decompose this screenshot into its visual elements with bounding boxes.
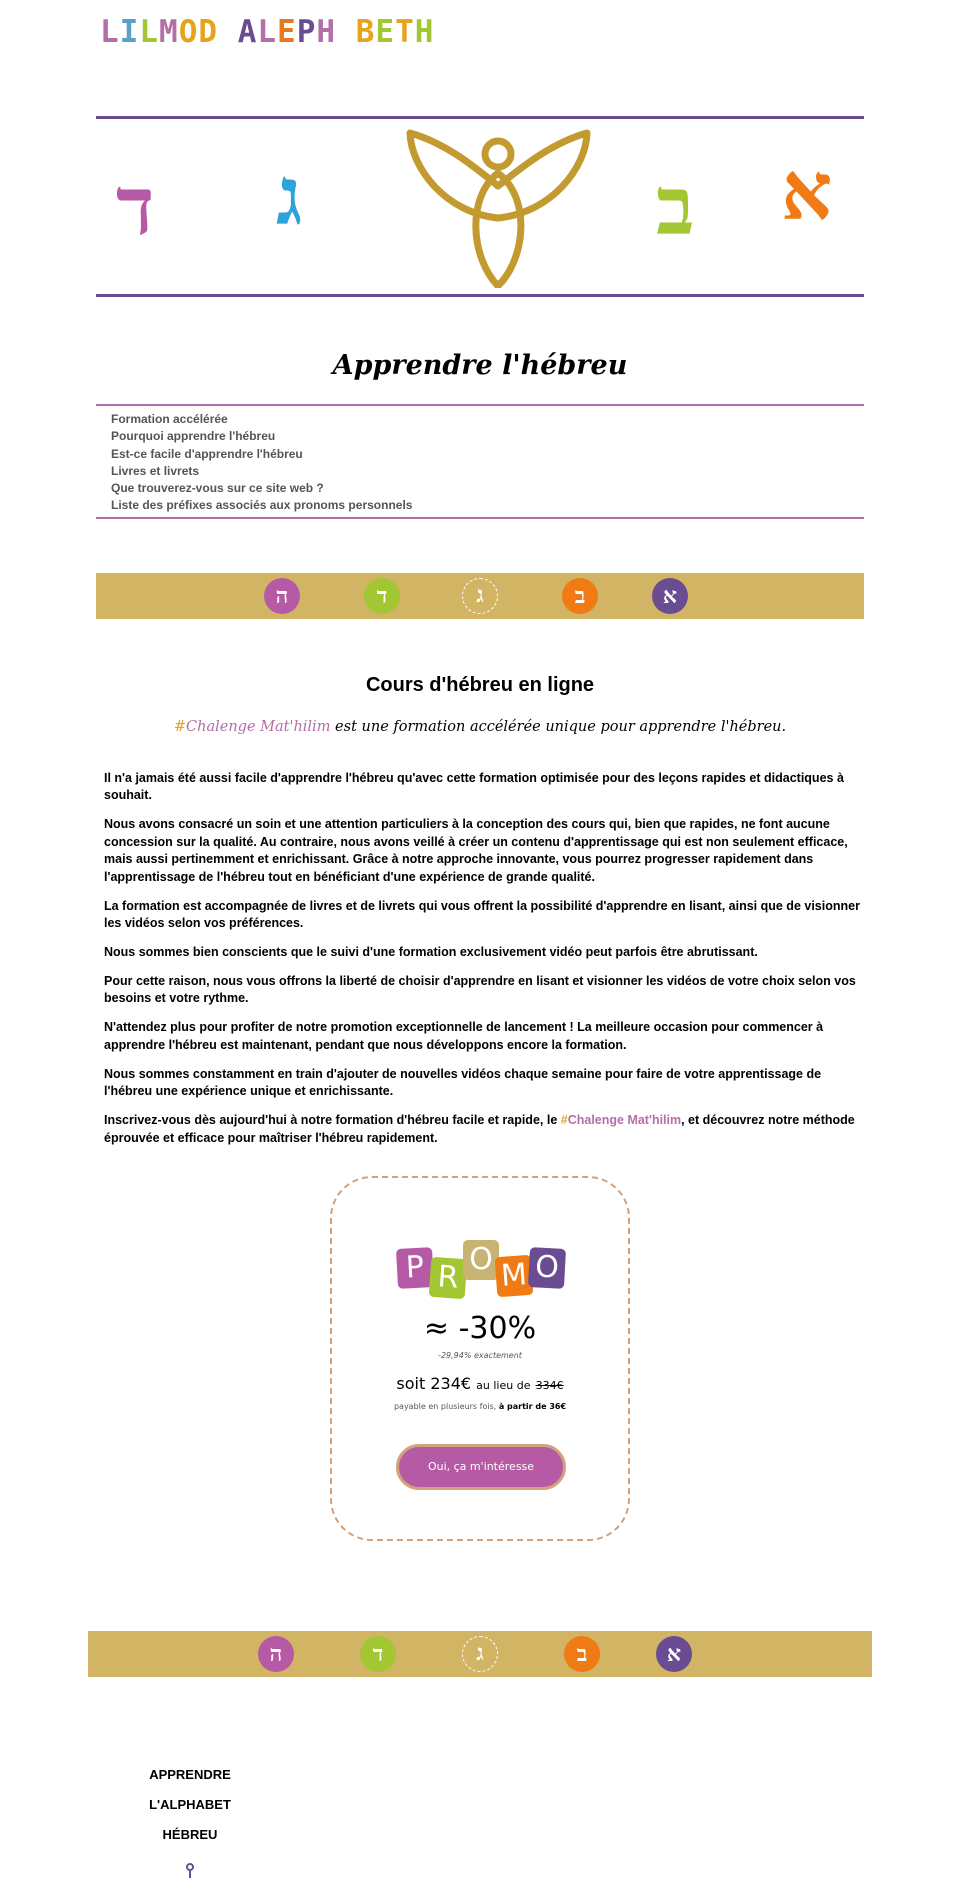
toc-item-est-ce-facile[interactable]: Est-ce facile d'apprendre l'hébreu — [111, 446, 303, 461]
paragraph: Nous sommes bien conscients que le suivi d'une formation exclusivement vidéo peut parfois être abrutissant. — [104, 945, 758, 960]
badge-he: ה — [258, 1636, 294, 1672]
footer-title-line[interactable]: L'ALPHABET — [149, 1797, 231, 1812]
page-title: Apprendre l'hébreu — [332, 350, 628, 381]
promo-tile-o: O — [463, 1240, 499, 1280]
hero-bottom-line — [96, 294, 864, 297]
logo-letter: O — [178, 14, 199, 50]
logo-letter: L — [257, 14, 278, 50]
tagline-challenge-name: Chalenge Mat'hilim — [186, 719, 331, 735]
logo-letter: P — [296, 14, 317, 50]
tagline-text: est une formation accélérée unique pour apprendre l'hébreu. — [330, 719, 787, 735]
logo-letter: E — [375, 14, 396, 50]
logo-letter: B — [355, 14, 376, 50]
promo-payment-terms — [332, 1402, 628, 1411]
course-description — [104, 770, 860, 1159]
logo-letter: M — [159, 14, 179, 50]
promo-payment-amount: à partir de 36€ — [498, 1402, 567, 1411]
paragraph: N'attendez plus pour profiter de notre promotion exceptionnelle de lancement ! La meilleure occasion pour commencer à apprendre l'hébreu est maintenant, pendant que nous développons encore la formation. — [104, 1020, 824, 1052]
letter-badge-band-bottom — [88, 1631, 872, 1677]
footer-title-line[interactable]: APPRENDRE — [149, 1767, 231, 1782]
promo-payment-text: payable en plusieurs fois, — [393, 1402, 499, 1411]
signup-hash: # — [560, 1113, 568, 1128]
logo-letter: H — [316, 14, 337, 50]
badge-aleph: א — [652, 578, 688, 614]
logo-letter: E — [277, 14, 297, 50]
course-section-title: Cours d'hébreu en ligne — [365, 674, 595, 696]
promo-card — [330, 1176, 630, 1541]
badge-beth: ב — [564, 1636, 600, 1672]
angel-small-icon — [182, 1862, 198, 1878]
site-logo[interactable] — [100, 14, 434, 50]
paragraph: Nous avons consacré un soin et une attention particuliers à la conception des cours qui, bien que rapides, ne font aucune concession sur la qualité. Au contraire, nous avons veillé à créer un contenu d'apprentissage qui est non seulement efficace, mais aussi pertinemment et enrichissant. Grâce à notre approche innovante, vous pourrez progresser rapidement dans l'apprentissage de l'hébreu tout en bénéficiant d'une expérience de grande qualité. — [104, 817, 848, 884]
hero-letter-guimel: ג — [276, 149, 303, 243]
hero-letter-aleph: א — [781, 144, 833, 238]
toc-item-que-trouverez-vous[interactable]: Que trouverez-vous sur ce site web ? — [111, 481, 324, 496]
paragraph: Pour cette raison, nous vous offrons la liberté de choisir d'apprendre en lisant et visionner les vidéos de votre choix selon vos besoins et votre rythme. — [104, 974, 856, 1006]
logo-letter: A — [237, 14, 258, 50]
paragraph: Nous sommes constamment en train d'ajouter de nouvelles vidéos chaque semaine pour faire de votre apprentissage de l'hébreu une expérience unique et enrichissante. — [104, 1066, 822, 1099]
badge-aleph: א — [656, 1636, 692, 1672]
toc-item-formation-acceleree[interactable]: Formation accélérée — [111, 412, 228, 426]
badge-dalet: ד — [364, 578, 400, 614]
promo-logo — [397, 1240, 567, 1300]
paragraph-signup — [104, 1112, 860, 1147]
logo-letter — [218, 14, 238, 50]
course-tagline — [96, 719, 864, 735]
promo-exact-discount: -29,94% exactement — [438, 1351, 522, 1360]
paragraph: La formation est accompagnée de livres et de livrets qui vous offrent la possibilité d'apprendre en lisant, ainsi que de visionner les vidéos selon vos préférences. — [104, 898, 860, 931]
signup-text-end: , et découvrez notre méthode éprouvée et efficace pour maîtriser l'hébreu rapidement. — [104, 1113, 855, 1145]
paragraph: Il n'a jamais été aussi facile d'apprendre l'hébreu qu'avec cette formation optimisée pour des leçons rapides et didactiques à souhait. — [104, 771, 844, 803]
angel-logo-icon — [406, 128, 591, 288]
site-header — [0, 0, 960, 100]
badge-guimel: ג — [462, 578, 498, 614]
logo-letter: L — [100, 14, 120, 50]
logo-letter: L — [139, 14, 160, 50]
promo-old-price: 334€ — [535, 1379, 564, 1392]
promo-new-price: soit 234€ — [396, 1374, 472, 1393]
hero-letter-beth: ב — [656, 159, 695, 253]
logo-letter: I — [119, 14, 140, 50]
toc-item-livres-livrets[interactable]: Livres et livrets — [111, 463, 200, 478]
promo-price — [332, 1374, 628, 1393]
letter-badge-band — [96, 573, 864, 619]
logo-letter — [336, 14, 356, 50]
promo-instead-of: au lieu de — [476, 1379, 531, 1392]
table-of-contents — [96, 404, 864, 519]
logo-letter: T — [395, 14, 415, 50]
hero-letter-dalet: ד — [116, 159, 155, 253]
promo-tile-p: P — [396, 1247, 434, 1289]
promo-signup-button[interactable]: Oui, ça m'intéresse — [396, 1444, 566, 1490]
toc-item-pourquoi-apprendre[interactable]: Pourquoi apprendre l'hébreu — [111, 429, 276, 444]
footer-title-line[interactable]: HÉBREU — [162, 1827, 218, 1842]
toc-item-liste-prefixes[interactable]: Liste des préfixes associés aux pronoms personnels — [111, 498, 413, 513]
promo-discount: ≈ -30% — [423, 1311, 537, 1346]
badge-dalet: ד — [360, 1636, 396, 1672]
signup-challenge-link[interactable]: Chalenge Mat'hilim — [567, 1113, 682, 1128]
logo-letter: H — [414, 14, 435, 50]
hero-top-line — [96, 116, 864, 119]
badge-he: ה — [264, 578, 300, 614]
footer — [130, 1760, 250, 1850]
badge-guimel: ג — [462, 1636, 498, 1672]
hero-banner — [96, 116, 864, 297]
logo-letter: D — [198, 14, 219, 50]
badge-beth: ב — [562, 578, 598, 614]
promo-tile-r: R — [429, 1257, 468, 1299]
promo-tile-o2: O — [528, 1247, 566, 1289]
promo-tile-m: M — [495, 1255, 534, 1297]
tagline-hash: # — [173, 719, 187, 735]
signup-text-start: Inscrivez-vous dès aujourd'hui à notre formation d'hébreu facile et rapide, le — [104, 1113, 561, 1128]
